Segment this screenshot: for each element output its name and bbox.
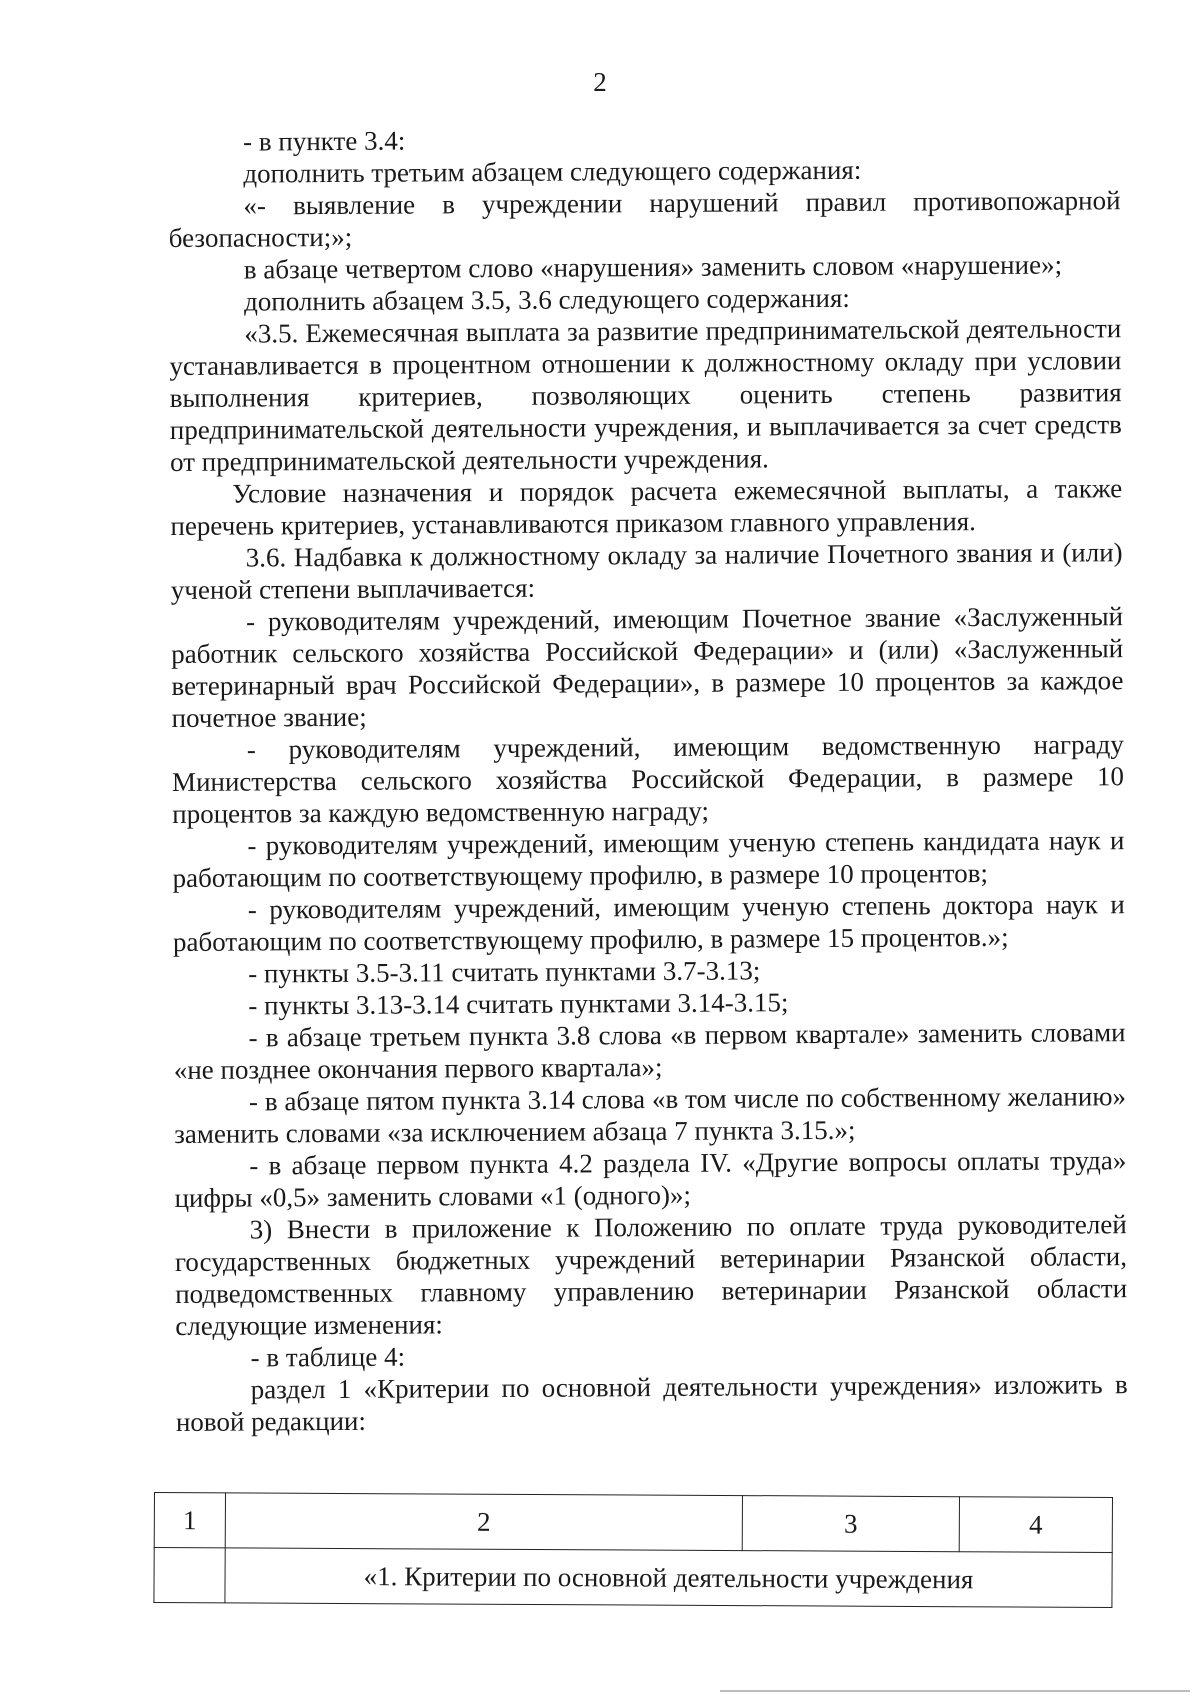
paragraph: раздел 1 «Критерии по основной деятельности учреждения» изложить в новой редакции: bbox=[175, 1369, 1128, 1437]
page-number: 2 bbox=[593, 67, 607, 97]
paragraph: - руководителям учреждений, имеющим ученую степень доктора наук и работающим по соответствующему профилю, в размере 15 процентов.»; bbox=[172, 889, 1125, 957]
paragraph: - руководителям учреждений, имеющим ученую степень кандидата наук и работающим по соответствующему профилю, в размере 10 процентов; bbox=[172, 825, 1125, 893]
table-row bbox=[154, 1548, 1112, 1608]
paragraph: - пункты 3.5-3.11 считать пунктами 3.7-3.13; bbox=[248, 955, 761, 989]
paragraph: - руководителям учреждений, имеющим Почетное звание «Заслуженный работник сельского хозяйства Российской Федерации» и (или) «Заслуженный ветеринарный врач Российской Федерации», в размере 10 процентов за каждое почетное звание; bbox=[171, 601, 1124, 733]
paragraph: «- выявление в учреждении нарушений правил противопожарной безопасности;»; bbox=[168, 185, 1121, 253]
paragraph: - в пункте 3.4: bbox=[243, 125, 406, 157]
table-header-row bbox=[154, 1493, 1112, 1553]
paragraph: дополнить абзацем 3.5, 3.6 следующего содержания: bbox=[243, 282, 850, 317]
criteria-table bbox=[153, 1492, 1113, 1608]
document-body bbox=[168, 120, 1128, 1438]
table-section-title: «1. Критерии по основной деятельности учреждения bbox=[225, 1548, 1112, 1608]
paragraph: - в абзаце пятом пункта 3.14 слова «в том числе по собственному желанию» заменить словами «за исключением абзаца 7 пункта 3.15.»; bbox=[174, 1081, 1127, 1149]
table-cell bbox=[154, 1548, 225, 1603]
paragraph: дополнить третьим абзацем следующего содержания: bbox=[243, 154, 862, 189]
paragraph: - пункты 3.13-3.14 считать пунктами 3.14-3.15; bbox=[248, 987, 789, 1021]
paragraph: 3) Внести в приложение к Положению по оплате труда руководителей государственных бюджетных учреждений ветеринарии Рязанской области, подведомственных главному управлению ветеринарии Рязанской области следующие изменения: bbox=[174, 1209, 1128, 1341]
paragraph: «3.5. Ежемесячная выплата за развитие предпринимательской деятельности устанавливается в процентном отношении к должностному окладу при условии выполнения критериев, позволяющих оценить степень развития предпринимательской деятельности учреждения, и выплачивается за счет средств от предпринимательской деятельности учреждения. bbox=[169, 313, 1122, 477]
paragraph: - в абзаце третьем пункта 3.8 слова «в первом квартале» заменить словами «не позднее окончания первого квартала»; bbox=[173, 1017, 1126, 1085]
paragraph: Условие назначения и порядок расчета ежемесячной выплаты, а также перечень критериев, устанавливаются приказом главного управления. bbox=[170, 473, 1123, 541]
paragraph: 3.6. Надбавка к должностному окладу за наличие Почетного звания и (или) ученой степени выплачивается: bbox=[170, 537, 1123, 605]
table-header-cell: 2 bbox=[225, 1493, 742, 1551]
table-header-cell: 4 bbox=[959, 1497, 1112, 1553]
paragraph: - руководителям учреждений, имеющим ведомственную награду Министерства сельского хозяйства Российской Федерации, в размере 10 процентов за каждую ведомственную награду; bbox=[171, 729, 1125, 829]
paragraph: - в абзаце первом пункта 4.2 раздела IV. «Другие вопросы оплаты труда» цифры «0,5» заменить словами «1 (одного)»; bbox=[174, 1145, 1127, 1213]
paragraph: - в таблице 4: bbox=[250, 1341, 406, 1373]
table-header-cell: 1 bbox=[154, 1493, 225, 1548]
paragraph: в абзаце четвертом слово «нарушения» заменить словом «нарушение»; bbox=[243, 249, 1063, 285]
bottom-divider bbox=[720, 1690, 1190, 1692]
table-header-cell: 3 bbox=[742, 1496, 959, 1552]
